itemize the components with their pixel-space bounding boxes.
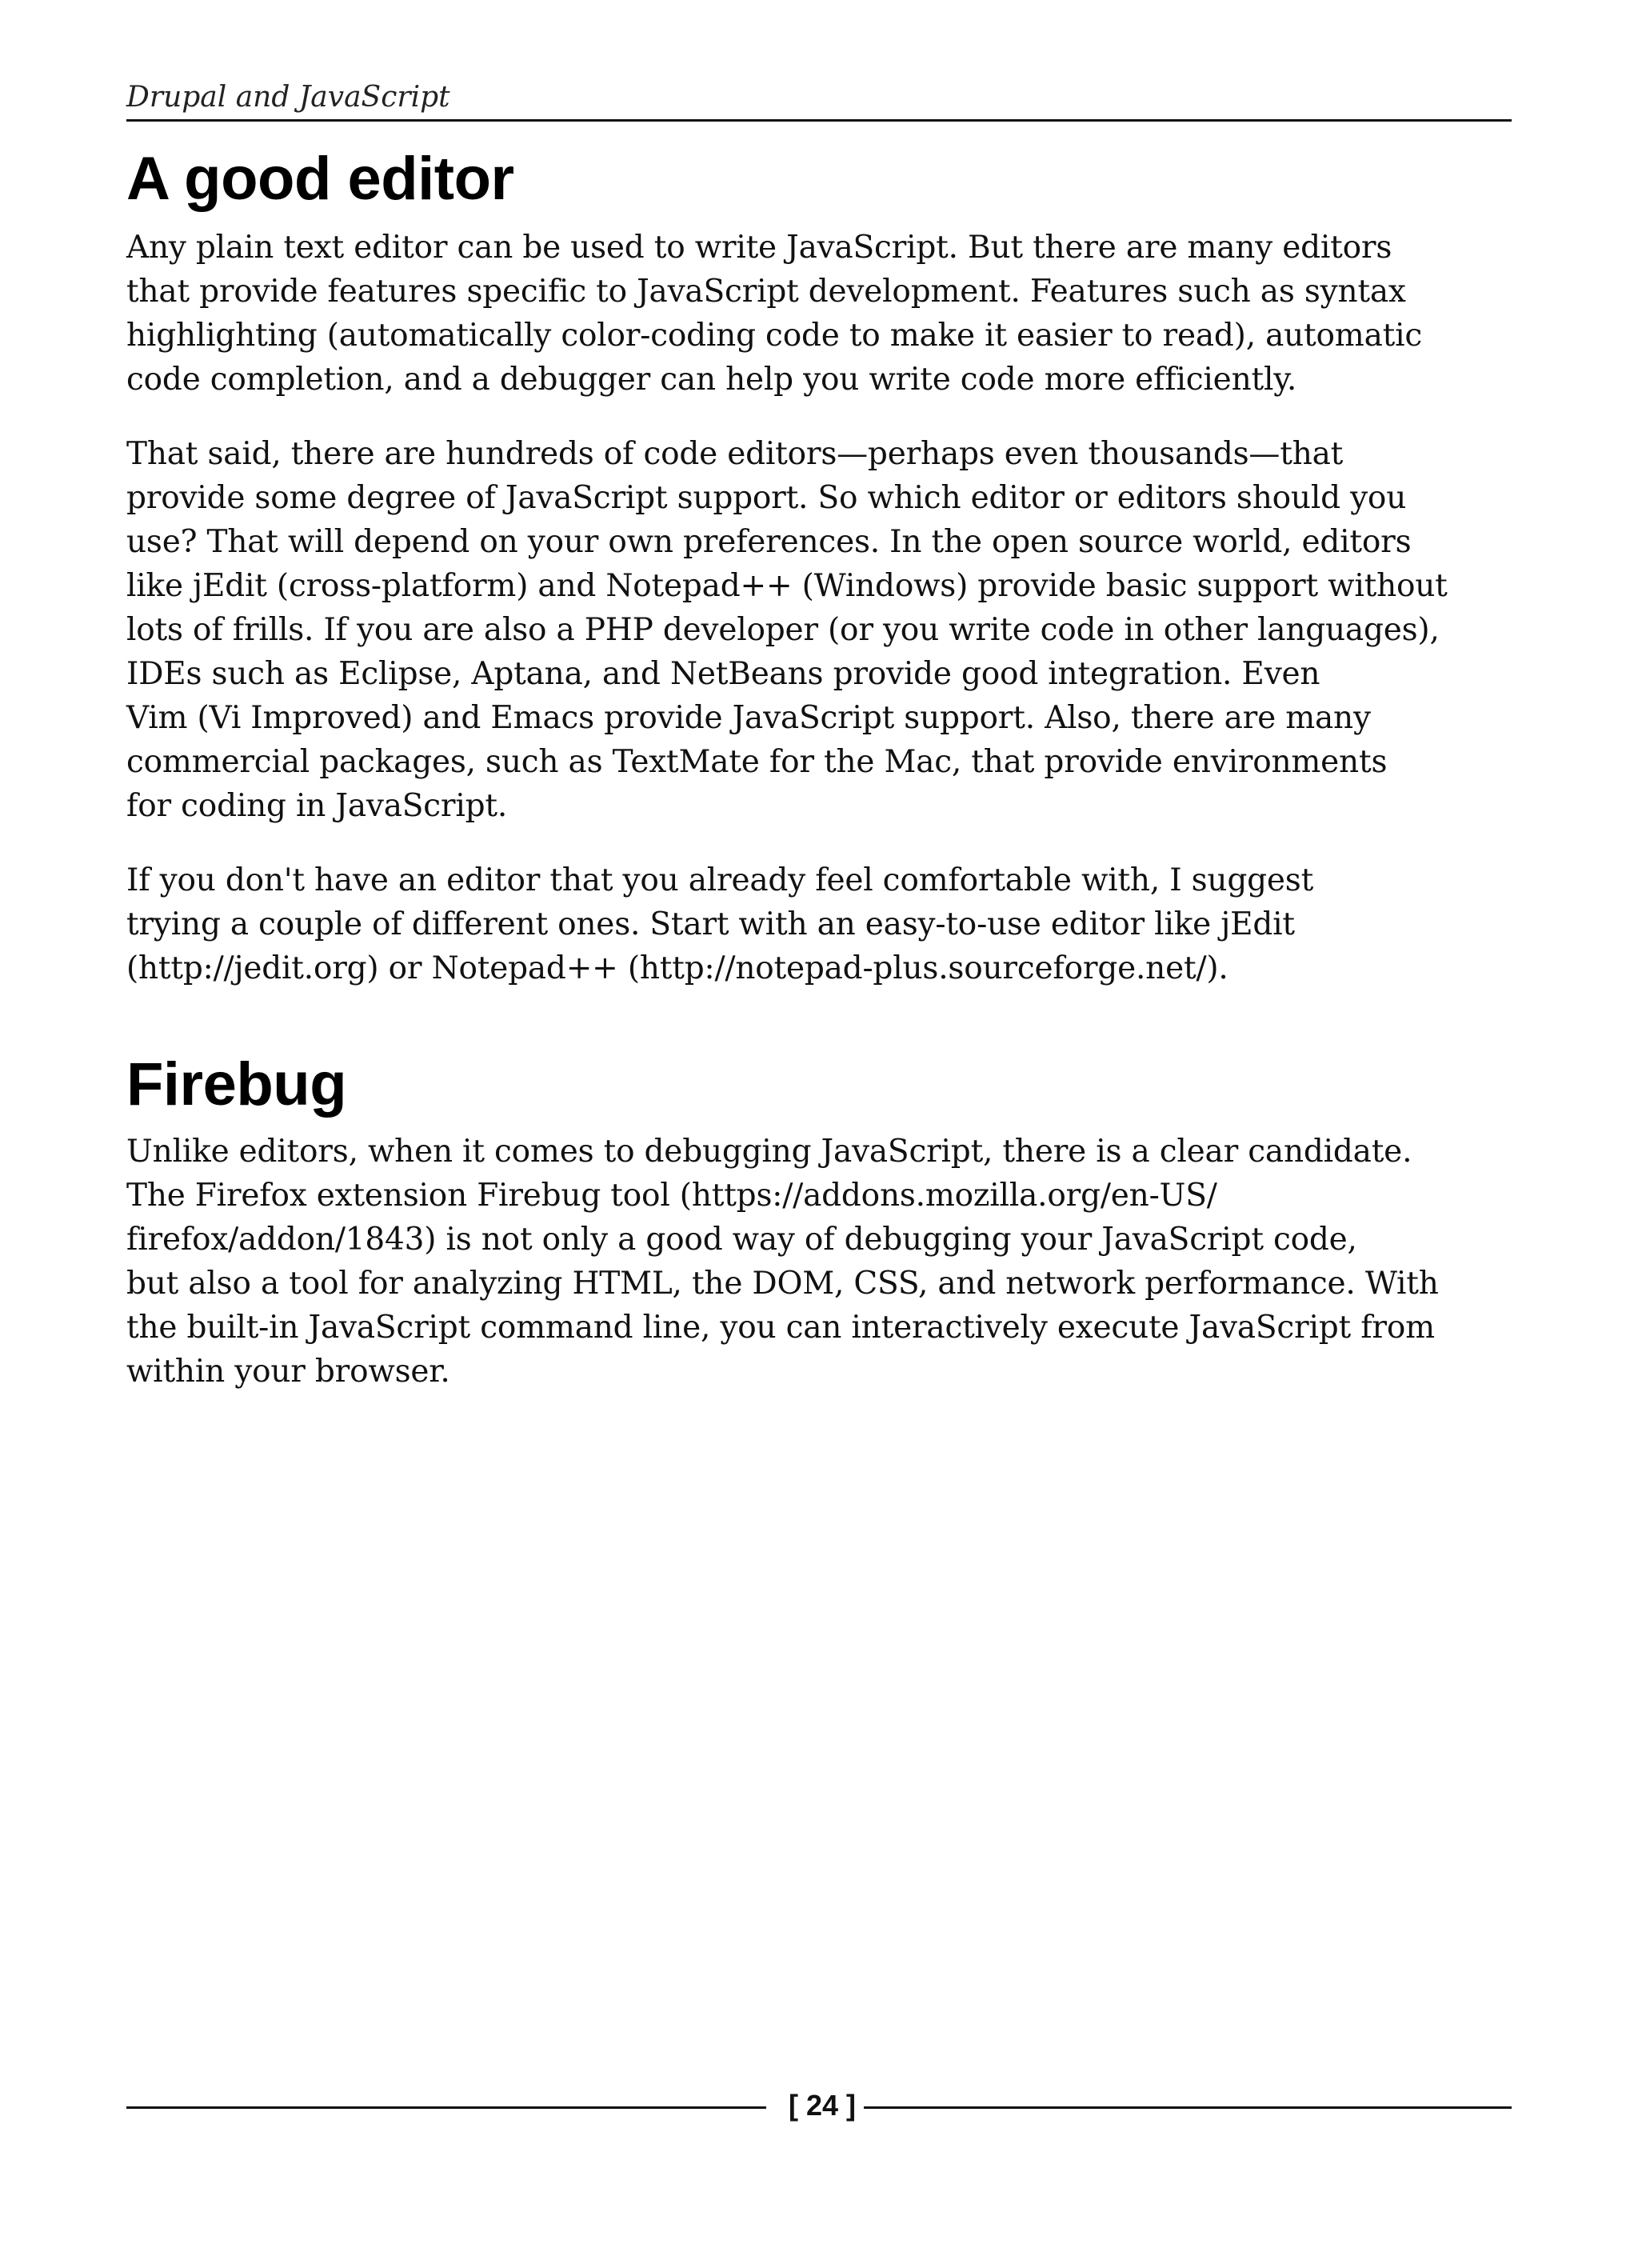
running-header [126, 80, 1512, 122]
paragraph-editor-options: That said, there are hundreds of code editors—perhaps even thousands—that provide some degree of JavaScript support. So which editor or editors should you use? That will depend on your own preferences. In the open source world, editors like jEdit (cross-platform) and Notepad++ (Windows) provide basic support without lots of frills. If you are also a PHP developer (or you write code in other languages), IDEs such as Eclipse, Aptana, and NetBeans provide good integration. Even Vim (Vi Improved) and Emacs provide JavaScript support. Also, there are many commercial packages, such as TextMate for the Mac, that provide environments for coding in JavaScript. [126, 436, 1448, 824]
page-number: [ 24 ] [788, 2089, 857, 2122]
paragraph-editor-intro: Any plain text editor can be used to write JavaScript. But there are many editors that provide features specific to JavaScript development. Features such as syntax highlighting (automatically color-coding code to make it easier to read), automatic code completion, and a debugger can help you write code more efficiently. [126, 230, 1423, 398]
page-content [126, 141, 1512, 1424]
section-heading-firebug: Firebug [126, 1050, 347, 1118]
section-heading-good-editor: A good editor [126, 145, 514, 213]
page-footer [126, 2086, 1512, 2126]
running-header-title: Drupal and JavaScript [126, 81, 450, 114]
footer-rule-left [126, 2106, 766, 2109]
footer-rule-right [864, 2106, 1512, 2109]
paragraph-editor-suggestion: If you don't have an editor that you already feel comfortable with, I suggest trying a couple of different ones. Start with an easy-to-use editor like jEdit (http://jedit.org) or Notepad++ (http://notepad-plus.sourceforge.net/). [126, 862, 1314, 986]
paragraph-firebug: Unlike editors, when it comes to debugging JavaScript, there is a clear candidate. The Firefox extension Firebug tool (https://addons.mozilla.org/en-US/ firefox/addon/1843) is not only a good way of debugging your JavaScript code, but also a tool for analyzing HTML, the DOM, CSS, and network performance. With the built-in JavaScript command line, you can interactively execute JavaScript from within your browser. [126, 1134, 1439, 1390]
